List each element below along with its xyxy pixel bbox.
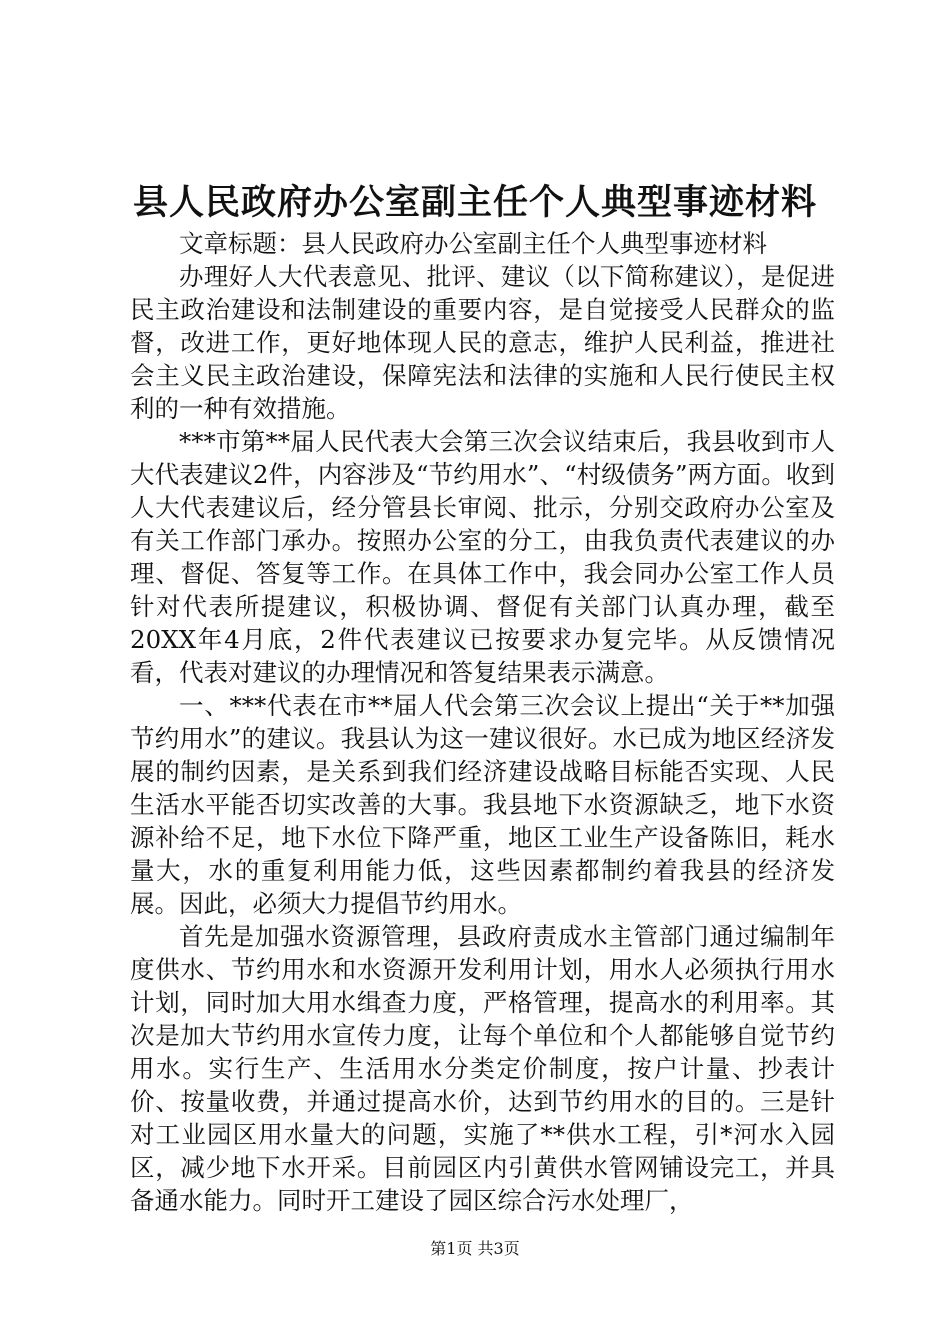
paragraph-water-measures: 首先是加强水资源管理，县政府责成水主管部门通过编制年度供水、节约用水和水资源开发利用计划，用水人必须执行用水计划，同时加大用水缉查力度，严格管理，提高水的利用率。其次是加大节约用水宣传力度，让每个单位和个人都能够自觉节约用水。实行生产、生活用水分类定价制度，按户计量、抄表计价、按量收费，并通过提高水价，达到节约用水的目的。三是针对工业园区用水量大的问题，实施了**供水工程，引*河水入园区，减少地下水开采。目前园区内引黄供水管网铺设完工，并具备通水能力。同时开工建设了园区综合污水处理厂， bbox=[130, 922, 835, 1215]
page-footer: 第1页 共3页 bbox=[430, 1239, 520, 1258]
article-title-line: 文章标题：县人民政府办公室副主任个人典型事迹材料 bbox=[179, 229, 767, 258]
paragraph-intro: 办理好人大代表意见、批评、建议（以下简称建议），是促进民主政治建设和法制建设的重要内容，是自觉接受人民群众的监督，改进工作，更好地体现人民的意志，维护人民利益，推进社会主义民主政治建设，保障宪法和法律的实施和人民行使民主权利的一种有效措施。 bbox=[130, 262, 835, 423]
document-body bbox=[130, 227, 835, 1217]
document-title: 县人民政府办公室副主任个人典型事迹材料 bbox=[132, 182, 817, 223]
paragraph-water-saving-suggestion: 一、***代表在市**届人代会第三次会议上提出“关于**加强节约用水”的建议。我县认为这一建议很好。水已成为地区经济发展的制约因素，是关系到我们经济建设战略目标能否实现、人民生活水平能否切实改善的大事。我县地下水资源缺乏，地下水资源补给不足，地下水位下降严重，地区工业生产设备陈旧，耗水量大，水的重复利用能力低，这些因素都制约着我县的经济发展。因此，必须大力提倡节约用水。 bbox=[130, 691, 835, 918]
paragraph-suggestions-received: ***市第**届人民代表大会第三次会议结束后，我县收到市人大代表建议2件，内容涉及“节约用水”、“村级债务”两方面。收到人大代表建议后，经分管县长审阅、批示，分别交政府办公室及有关工作部门承办。按照办公室的分工，由我负责代表建议的办理、督促、答复等工作。在具体工作中，我会同办公室工作人员针对代表所提建议，积极协调、督促有关部门认真办理，截至20XX年4月底，2件代表建议已按要求办复完毕。从反馈情况看，代表对建议的办理情况和答复结果表示满意。 bbox=[130, 427, 835, 687]
